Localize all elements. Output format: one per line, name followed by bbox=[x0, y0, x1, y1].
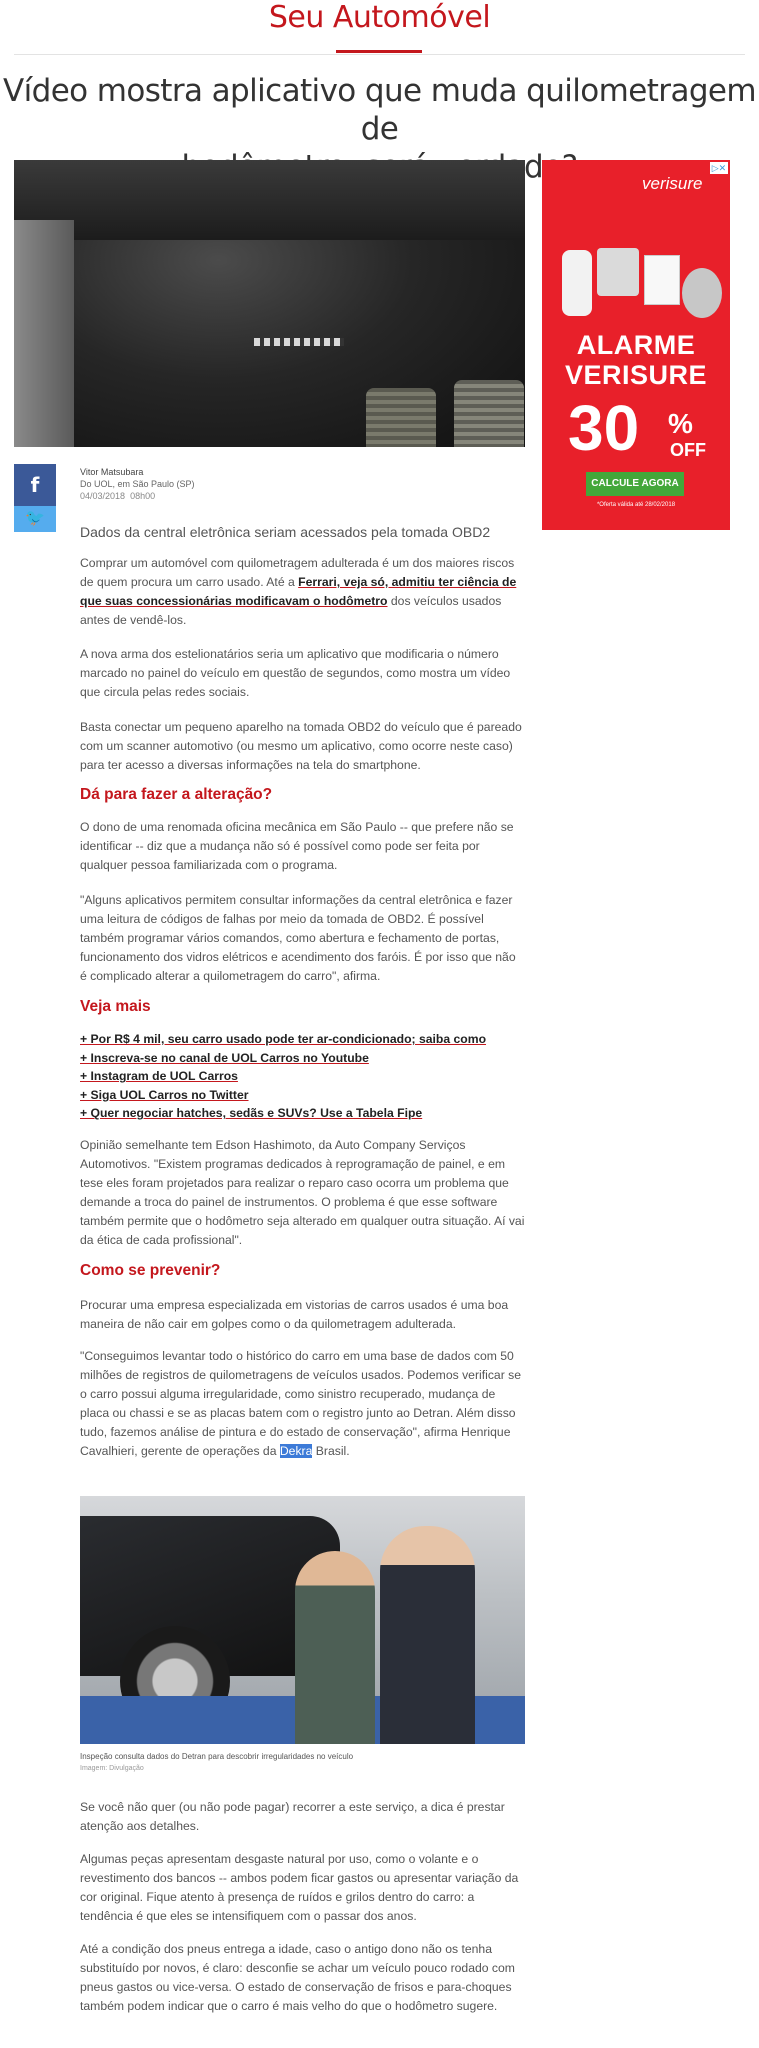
paragraph-text: Comprar um automóvel com quilometragem adulterada é um dos maiores riscos de quem procura um carro usado. Até a bbox=[80, 556, 515, 589]
inspector-image bbox=[380, 1526, 475, 1744]
pedal bbox=[454, 380, 524, 447]
ad-line-2: VERISURE bbox=[564, 360, 708, 390]
ad-percent-sign: % bbox=[668, 408, 693, 439]
ad-percent: 30 bbox=[568, 392, 640, 464]
paragraph bbox=[80, 554, 525, 630]
author-source: Do UOL, em São Paulo (SP) bbox=[80, 479, 195, 489]
paragraph-text: dos veículos usados antes de vendê-los. bbox=[80, 594, 502, 627]
paragraph: A nova arma dos estelionatários seria um aplicativo que modificaria o número marcado no painel do veículo em questão de segundos, como mostra um vídeo que circula pelas redes sociais. bbox=[80, 647, 511, 699]
related-link[interactable]: + Quer negociar hatches, sedãs e SUVs? Use a Tabela Fipe bbox=[80, 1106, 423, 1121]
publish-date-day: 04/03/2018 bbox=[80, 491, 126, 501]
paragraph: "Alguns aplicativos permitem consultar informações da central eletrônica e fazer uma leitura de códigos de falhas por meio da tomada de OBD2. É possível também programar vários comandos, como abertura e fechamento de portas, funcionamento dos vidros elétricos e acendimento dos faróis. É por isso que não é complicado alterar a quilometragem do carro", afirma. bbox=[80, 893, 516, 983]
author-name: Vitor Matsubara bbox=[80, 467, 144, 477]
facebook-share-button[interactable] bbox=[14, 464, 56, 506]
twitter-icon: 🐦 bbox=[25, 510, 45, 527]
paragraph: Até a condição dos pneus entrega a idade, caso o antigo dono não os tenha substituído por novos, é claro: desconfie se achar um veículo pouco rodado com pneus gastos ou vice-versa. O estado de conservação de frisos e para-choques também podem indicar que o carro é mais velho do que o hodômetro sugere. bbox=[80, 1942, 515, 2013]
ferrari-article-link[interactable]: Ferrari, veja só, admitiu ter ciência de que suas concessionárias modificavam o hodômetro bbox=[80, 575, 517, 608]
section-title[interactable]: Seu Automóvel bbox=[268, 0, 491, 35]
ad-line-1: ALARME bbox=[576, 330, 696, 360]
paragraph: Basta conectar um pequeno aparelho na tomada OBD2 do veículo que é pareado com um scanner automotivo (ou mesmo um aplicativo, como ocorre neste caso) para ter acesso a diversas informações na tela do smartphone. bbox=[80, 720, 522, 772]
related-link[interactable]: + Instagram de UOL Carros bbox=[80, 1069, 238, 1084]
ad-cta-button[interactable]: CALCULE AGORA bbox=[586, 472, 684, 496]
paragraph-text: "Conseguimos levantar todo o histórico do carro em uma base de dados com 50 milhões de registros de quilometragens de veículos usados. Podemos verificar se o carro possui alguma irregularidade, como sinistro recuperado, mudança de placa ou chassi e se as placas batem com o registro junto ao Detran. Além disso tudo, fazemos análise de pintura e do estado de conservação", afirma Henrique Cavalhieri, gerente de operações da bbox=[80, 1349, 522, 1458]
paragraph: Algumas peças apresentam desgaste natural por uso, como o volante e o revestimento dos bancos -- ambos podem ficar gastos ou apresentar variação da cor original. Fique atento à presença de ruídos e grilos dentro do carro: a tendência é que eles se intensifiquem com o passar dos anos. bbox=[80, 1852, 519, 1923]
dashboard-panel bbox=[14, 160, 525, 240]
byline bbox=[80, 466, 195, 502]
door-panel bbox=[14, 220, 74, 447]
photo-caption: Inspeção consulta dados do Detran para descobrir irregularidades no veículo bbox=[80, 1752, 354, 1761]
paragraph: Procurar uma empresa especializada em vistorias de carros usados é uma boa maneira de não cair em golpes como o da quilometragem adulterada. bbox=[80, 1298, 509, 1331]
photo-credit: Imagem: Divulgação bbox=[80, 1765, 144, 1772]
paragraph bbox=[80, 1347, 525, 1461]
alarm-camera-image bbox=[597, 248, 639, 296]
pedal bbox=[366, 388, 436, 447]
related-links-list bbox=[80, 1030, 525, 1123]
inspection-photo[interactable] bbox=[80, 1496, 525, 1744]
ad-choices-icon[interactable]: ▷✕ bbox=[711, 163, 727, 173]
related-link[interactable]: + Siga UOL Carros no Twitter bbox=[80, 1087, 249, 1102]
article-lead: Dados da central eletrônica seriam acessados pela tomada OBD2 bbox=[80, 524, 491, 540]
ad-brand: verisure bbox=[642, 174, 703, 193]
highlighted-text[interactable]: Dekra bbox=[279, 1444, 313, 1458]
twitter-share-button[interactable] bbox=[14, 506, 56, 532]
related-link[interactable]: + Por R$ 4 mil, seu carro usado pode ter ar-condicionado; saiba como bbox=[80, 1032, 487, 1046]
publish-time: 08h00 bbox=[130, 491, 156, 501]
alarm-keypad-image bbox=[644, 255, 680, 305]
subheading: Dá para fazer a alteração? bbox=[80, 786, 273, 803]
headline-line-1: Vídeo mostra aplicativo que muda quilometragem de bbox=[3, 73, 756, 147]
paragraph-text: Brasil. bbox=[312, 1444, 350, 1458]
paragraph: O dono de uma renomada oficina mecânica em São Paulo -- que prefere não se identificar -- diz que a mudança não só é possível como pode ser feita por qualquer pessoa familiarizada com o programa. bbox=[80, 820, 514, 872]
obd2-device bbox=[254, 338, 344, 346]
section-underline bbox=[336, 50, 422, 53]
hero-video-image[interactable] bbox=[14, 160, 525, 447]
header-divider bbox=[14, 54, 745, 55]
mechanic-image bbox=[295, 1551, 375, 1744]
alarm-siren-image bbox=[682, 268, 722, 318]
paragraph: Se você não quer (ou não pode pagar) recorrer a este serviço, a dica é prestar atenção aos detalhes. bbox=[80, 1800, 505, 1833]
facebook-icon: f bbox=[30, 473, 40, 497]
ad-banner[interactable] bbox=[542, 160, 730, 530]
ad-fine-print: *Oferta válida até 28/02/2018 bbox=[596, 502, 676, 508]
subheading: Como se prevenir? bbox=[80, 1262, 221, 1279]
subheading: Veja mais bbox=[80, 998, 151, 1015]
related-link[interactable]: + Inscreva-se no canal de UOL Carros no Youtube bbox=[80, 1050, 369, 1065]
publish-date bbox=[80, 490, 195, 502]
paragraph: Opinião semelhante tem Edson Hashimoto, da Auto Company Serviços Automotivos. "Existem programas dedicados à reprogramação de painel, e em tese eles foram projetados para realizar o reparo caso ocorra um problema que demande a troca do painel de instrumentos. O problema é que esse software também permite que o hodômetro seja alterado em qualquer outra situação. Aí vai da ética de cada profissional". bbox=[80, 1138, 525, 1247]
ad-off: OFF bbox=[670, 440, 706, 460]
alarm-sensor-image bbox=[562, 250, 592, 316]
